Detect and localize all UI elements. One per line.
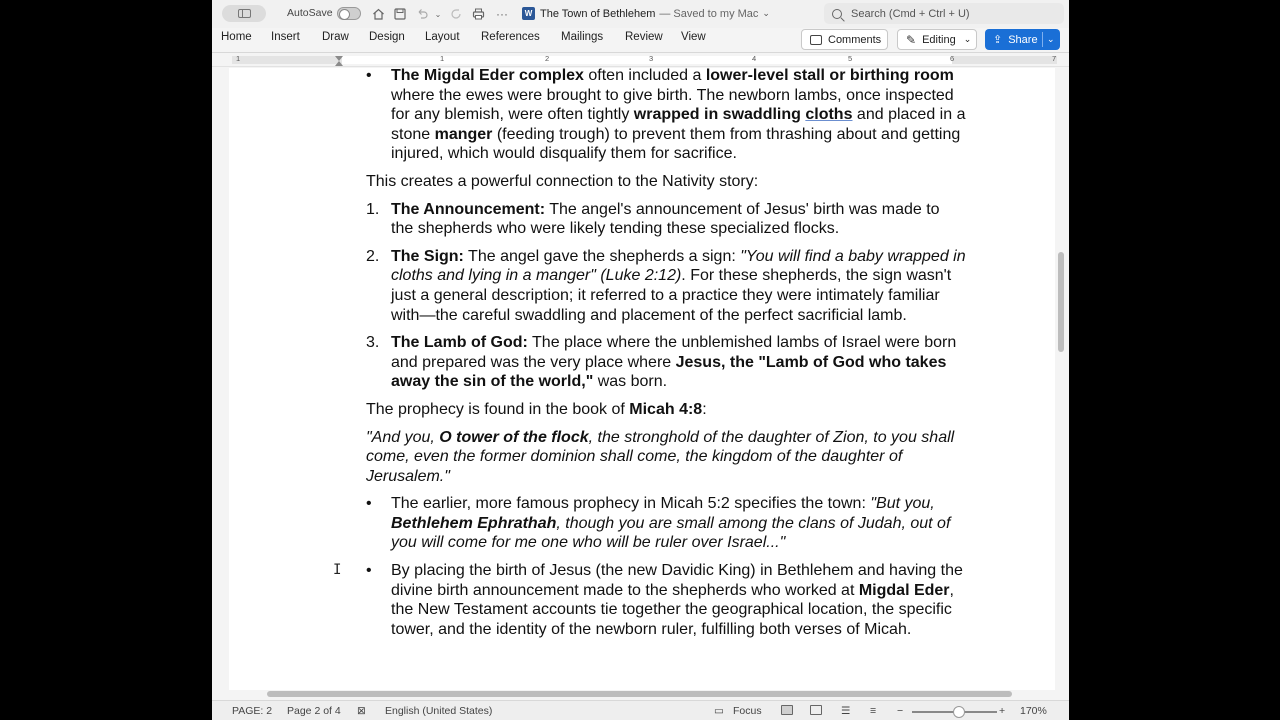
- zoom-out-button[interactable]: −: [897, 705, 904, 717]
- language-indicator[interactable]: English (United States): [385, 705, 493, 717]
- zoom-in-button[interactable]: +: [999, 705, 1006, 717]
- chevron-down-icon: ⌄: [963, 34, 972, 44]
- document-body[interactable]: [366, 68, 966, 647]
- page-count[interactable]: Page 2 of 4: [287, 705, 341, 717]
- tab-design[interactable]: Design: [369, 31, 405, 43]
- comment-icon: [810, 35, 822, 45]
- document-title[interactable]: [522, 7, 770, 20]
- editing-label: Editing: [922, 33, 956, 46]
- text-run: The place where the unblemished lambs of Israel were born and prepared was the very place where: [391, 334, 957, 371]
- tab-references[interactable]: References: [481, 31, 540, 43]
- horizontal-ruler[interactable]: [212, 53, 1069, 67]
- list-number: 1.: [366, 200, 380, 218]
- text-run: "And you,: [366, 428, 440, 446]
- tab-draw[interactable]: Draw: [322, 31, 349, 43]
- ruler-left-margin: [232, 56, 342, 64]
- text-run: (feeding trough) to prevent them from thrashing about and getting injured, which would disqualify them for sacrifice.: [391, 125, 961, 163]
- text-run: O tower of the flock: [439, 428, 589, 446]
- text-run: . For these shepherds, the sign wasn't just a general description; it referred to a practice they were intimately familiar with—the careful swaddling and placement of the perfect sacrificial lamb.: [391, 267, 952, 324]
- document-name: The Town of Bethlehem: [540, 7, 656, 20]
- search-placeholder: Search (Cmd + Ctrl + U): [851, 7, 970, 20]
- ruler-number: 1: [440, 54, 445, 63]
- text-run: :: [702, 400, 707, 418]
- ruler-number: 3: [649, 54, 654, 63]
- title-bar: [212, 0, 1069, 28]
- ruler-number: 5: [848, 54, 853, 63]
- text-run: lower-level stall or birthing room: [705, 68, 954, 84]
- list-item: [366, 247, 966, 325]
- text-run: Jesus, the "Lamb of God who takes away the sin of the world,": [391, 353, 947, 391]
- text-run: Bethlehem Ephrathah: [391, 514, 557, 532]
- share-divider: [1042, 32, 1043, 47]
- tab-view[interactable]: View: [681, 31, 706, 43]
- text-run: Micah 4:8: [629, 400, 703, 418]
- text-run: wrapped in swaddling: [633, 106, 806, 124]
- paragraph: [366, 400, 966, 420]
- tab-review[interactable]: Review: [625, 31, 663, 43]
- text-run: where the ewes were brought to give birth. The newborn lambs, once inspected for any blemish, were often tightly: [391, 86, 954, 124]
- comments-button[interactable]: [801, 29, 888, 50]
- ruler-right-margin: [952, 56, 1057, 64]
- text-run: The Announcement:: [391, 200, 546, 218]
- home-icon[interactable]: [369, 5, 387, 23]
- search-icon: [832, 9, 842, 19]
- word-window: [212, 0, 1069, 720]
- text-run: The Lamb of God:: [391, 334, 528, 352]
- proofing-icon[interactable]: ⊠: [357, 705, 366, 717]
- pencil-icon: ✎: [906, 32, 917, 47]
- sidebar-toggle-button[interactable]: [222, 5, 266, 22]
- ruler-number: 7: [1052, 54, 1057, 63]
- text-run: , the New Testament accounts tie together the geographical location, the specific tower, and the identity of the newborn ruler, fulfilling both verses of Micah.: [391, 581, 954, 638]
- page-indicator[interactable]: PAGE: 2: [232, 705, 273, 717]
- undo-dropdown-icon[interactable]: ⌄: [434, 9, 442, 19]
- text-run: By placing the birth of Jesus (the new Davidic King) in Bethlehem and having the divine birth announcement made to the shepherds who worked at: [391, 562, 963, 599]
- text-run: The angel gave the shepherds a sign:: [463, 247, 741, 265]
- text-run: was born.: [593, 373, 668, 391]
- text-run: The Migdal Eder complex: [391, 68, 584, 84]
- web-layout-icon[interactable]: [810, 705, 822, 715]
- comments-label: Comments: [828, 33, 882, 46]
- text-run: , the stronghold of the daughter of Zion, to you shall come, even the former dominion shall come, the kingdom of the daughter of Jerusalem.": [366, 428, 955, 485]
- text-run: The Sign:: [391, 247, 464, 265]
- ruler-number: 4: [752, 54, 757, 63]
- status-bar: [212, 700, 1069, 720]
- tab-insert[interactable]: Insert: [271, 31, 300, 43]
- focus-label[interactable]: Focus: [733, 705, 762, 717]
- text-run: , though you are small among the clans of Judah, out of you will come for me one who will be ruler over Israel...": [391, 514, 951, 552]
- tab-layout[interactable]: Layout: [425, 31, 460, 43]
- text-run: cloths: [805, 106, 853, 124]
- list-item: [366, 333, 966, 392]
- share-icon: ⇪: [993, 34, 1003, 46]
- chevron-down-icon[interactable]: ⌄: [1047, 34, 1055, 44]
- text-run: manger: [434, 125, 493, 143]
- draft-view-icon[interactable]: ≡: [870, 705, 877, 717]
- autosave-toggle[interactable]: [337, 7, 361, 20]
- text-run: The angel's announcement of Jesus' birth was made to the shepherds who were likely tending these specialized flocks.: [391, 200, 940, 238]
- ruler-number: 1: [236, 54, 241, 63]
- list-item: [366, 68, 966, 164]
- autosave-label: AutoSave: [287, 7, 333, 19]
- list-item: [366, 494, 966, 553]
- zoom-level[interactable]: 170%: [1020, 705, 1047, 717]
- indent-marker[interactable]: [335, 56, 343, 66]
- text-run: Migdal Eder: [858, 581, 950, 599]
- bullet-marker: •: [366, 562, 372, 580]
- search-input[interactable]: [824, 3, 1064, 24]
- word-doc-icon: W: [522, 7, 535, 20]
- paragraph: This creates a powerful connection to the Nativity story:: [366, 172, 759, 190]
- tab-home[interactable]: Home: [221, 31, 252, 43]
- editing-mode-button[interactable]: [897, 29, 977, 50]
- quote-paragraph: [366, 428, 966, 487]
- saved-status: — Saved to my Mac: [659, 7, 759, 20]
- vertical-scrollbar[interactable]: [1058, 252, 1064, 352]
- save-icon[interactable]: [391, 5, 409, 23]
- text-run: The earlier, more famous prophecy in Micah 5:2 specifies the town:: [391, 495, 871, 513]
- list-item: [366, 200, 966, 239]
- bullet-marker: •: [366, 68, 372, 84]
- text-run: "But you,: [870, 495, 935, 513]
- outline-view-icon[interactable]: ☰: [841, 705, 851, 717]
- share-label: Share: [1008, 33, 1038, 46]
- text-run: The prophecy is found in the book of: [366, 400, 630, 418]
- text-run: often included a: [583, 68, 706, 84]
- ruler-track: [232, 56, 1057, 64]
- tab-mailings[interactable]: Mailings: [561, 31, 604, 43]
- chevron-down-icon: ⌄: [762, 8, 770, 18]
- list-number: 2.: [366, 247, 380, 265]
- bullet-marker: •: [366, 495, 372, 513]
- print-layout-icon[interactable]: [781, 705, 793, 715]
- horizontal-scrollbar[interactable]: [267, 691, 1012, 697]
- ruler-number: 2: [545, 54, 550, 63]
- sidebar-icon: [238, 9, 251, 18]
- document-canvas: [212, 68, 1069, 690]
- list-item: [366, 561, 966, 639]
- redo-icon[interactable]: [447, 5, 465, 23]
- text-run: "You will find a baby wrapped in cloths and lying in a manger" (Luke 2:12): [391, 247, 966, 285]
- more-commands-icon[interactable]: ···: [496, 7, 508, 21]
- zoom-slider-thumb[interactable]: [953, 706, 965, 718]
- text-cursor-icon: I: [333, 562, 342, 578]
- share-button[interactable]: [985, 29, 1060, 50]
- print-icon[interactable]: [469, 5, 487, 23]
- ruler-number: 6: [950, 54, 955, 63]
- focus-icon[interactable]: ▭: [714, 705, 724, 717]
- document-page[interactable]: [229, 68, 1055, 690]
- list-number: 3.: [366, 334, 380, 352]
- text-run: and placed in a stone: [391, 106, 966, 143]
